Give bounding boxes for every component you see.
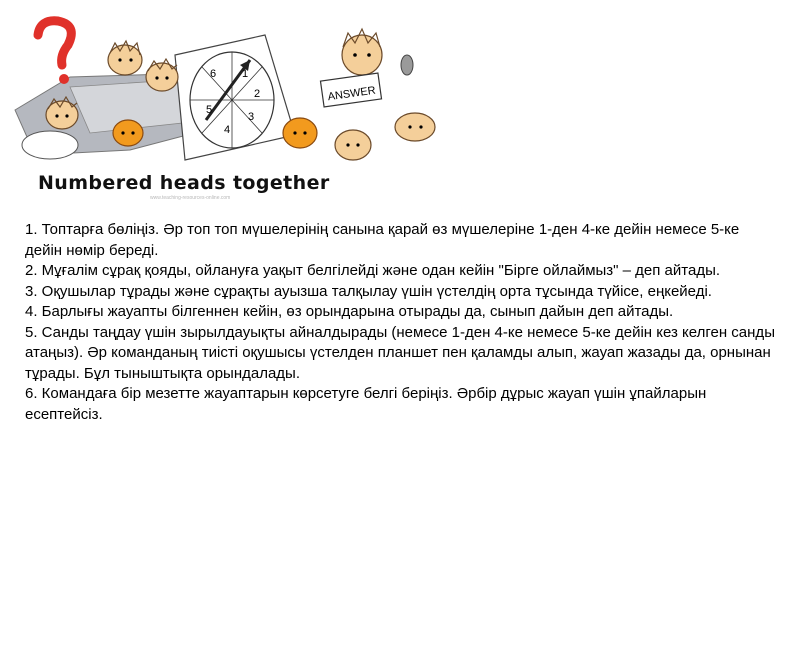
student-head <box>283 118 317 148</box>
instruction-step: 3. Оқушылар тұрады және сұрақты ауызша талқылау үшін үстелдің орта тұсында түйісе, еңкейеді. <box>25 282 712 300</box>
instructions-text <box>25 220 780 425</box>
spinner-number: 2 <box>254 88 261 100</box>
cushion <box>22 131 78 159</box>
answer-card-text: ANSWER <box>326 84 377 104</box>
student-head <box>335 130 371 160</box>
illustration-title: Numbered heads together <box>38 172 330 194</box>
instruction-step: 2. Мұғалім сұрақ қояды, ойлануға уақыт белгілейді және одан кейін "Бірге ойлаймыз" – деп айтады. <box>25 262 721 279</box>
spinner-number: 1 <box>242 68 249 80</box>
illustration-credit: www.teaching-resources-online.com <box>150 195 231 201</box>
student-head <box>108 41 142 75</box>
spinner-number: 5 <box>206 104 213 116</box>
instruction-step: 4. Барлығы жауапты білгеннен кейін, өз орындарына отырады да, сынып дайын деп айтады. <box>25 303 674 320</box>
instruction-step: 5. Санды таңдау үшін зырылдауықты айналдырады (немесе 1-ден 4-ке немесе 5-ке дейін кез келген санды атаңыз). Әр команданың тиісті оқушысы үстелден планшет пен қаламды алып, жауап жазады да, орнынан тұрады. Бұл тыныштықта орындалады. <box>25 323 775 382</box>
student-head <box>146 59 178 91</box>
student-head <box>395 113 435 141</box>
answer-holder <box>320 29 413 107</box>
spinner-number: 3 <box>248 111 255 123</box>
question-mark-icon <box>10 15 71 84</box>
student-head <box>113 120 143 146</box>
instruction-step: 1. Топтарға бөліңіз. Әр топ топ мүшелерінің санына қарай өз мүшелеріне 1-ден 4-ке дейін немесе 5-ке дейін нөмір береді. <box>25 221 740 259</box>
spinner-number: 6 <box>210 68 217 80</box>
instruction-step: 6. Командаға бір мезетте жауаптарын көрсетуге белгі беріңіз. Әрбір дұрыс жауап үшін ұпайларын есептейсіз. <box>25 385 707 423</box>
spinner-board <box>175 35 295 160</box>
spinner-number: 4 <box>224 124 231 136</box>
